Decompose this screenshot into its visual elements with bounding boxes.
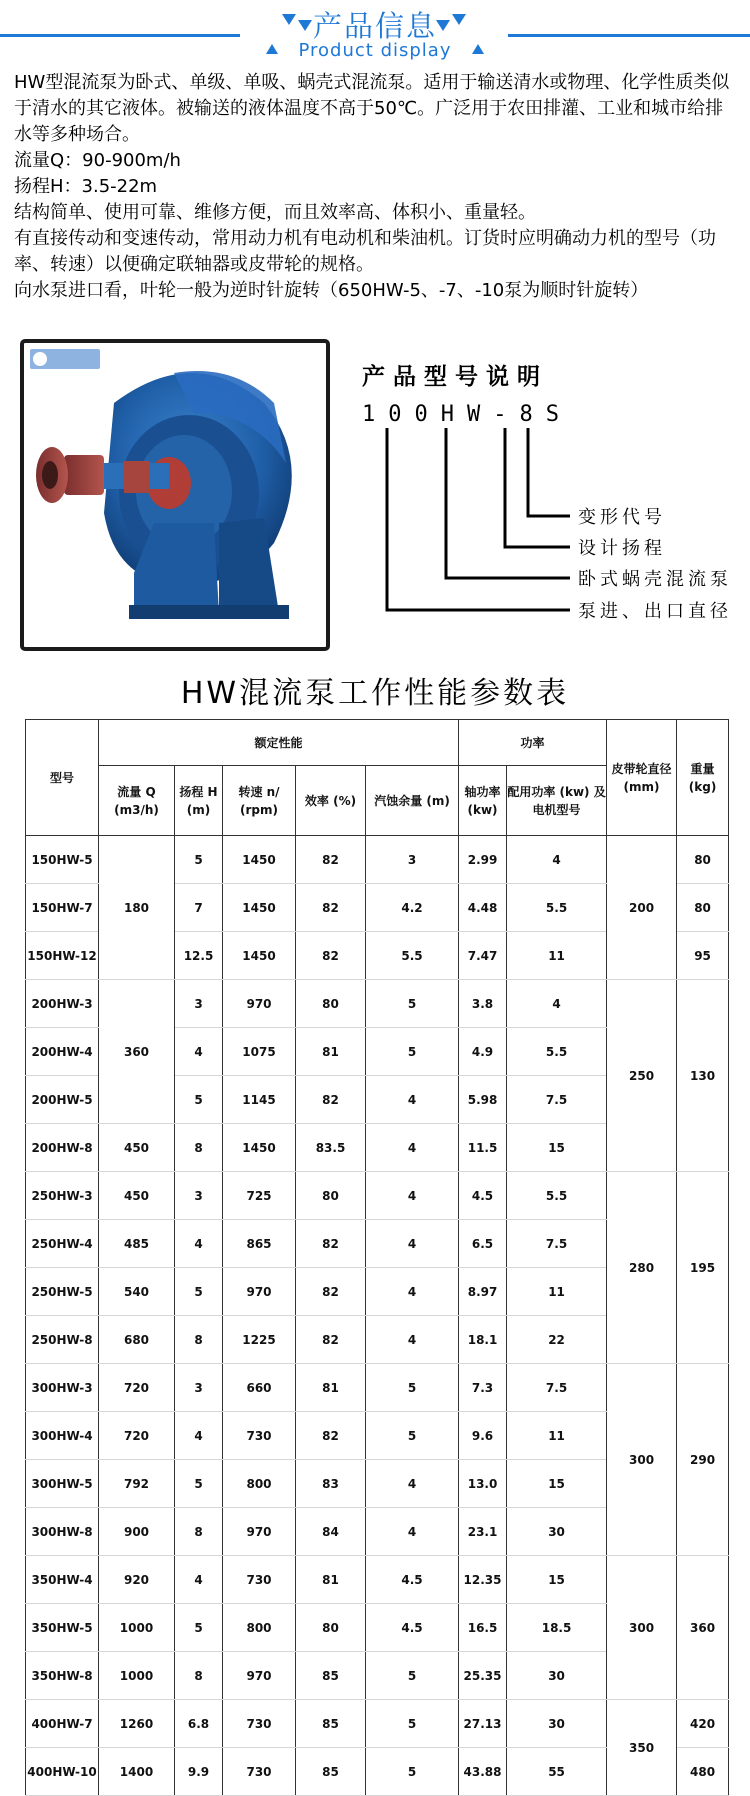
section-subtitle: Product display bbox=[298, 40, 452, 61]
cell-eff: 85 bbox=[296, 1748, 366, 1796]
cell-speed: 660 bbox=[223, 1364, 296, 1412]
header-motor: 配用功率 (kw) 及电机型号 bbox=[507, 766, 607, 836]
cell-npsh: 5.5 bbox=[366, 932, 459, 980]
cell-weight: 195 bbox=[677, 1172, 729, 1364]
header-npsh: 汽蚀余量 (m) bbox=[366, 766, 459, 836]
intro-paragraph: HW型混流泵为卧式、单级、单吸、蜗壳式混流泵。适用于输送清水或物理、化学性质类似于清水的其它液体。被输送的液体温度不高于50℃。广泛用于农田排灌、工业和城市给排水等多种场合。 bbox=[14, 72, 730, 145]
cell-model: 200HW-5 bbox=[26, 1076, 99, 1124]
cell-speed: 730 bbox=[223, 1412, 296, 1460]
cell-motor: 7.5 bbox=[507, 1364, 607, 1412]
cell-npsh: 4 bbox=[366, 1172, 459, 1220]
cell-speed: 1450 bbox=[223, 884, 296, 932]
cell-head: 4 bbox=[175, 1556, 223, 1604]
cell-eff: 85 bbox=[296, 1652, 366, 1700]
cell-npsh: 3 bbox=[366, 836, 459, 884]
cell-weight: 80 bbox=[677, 836, 729, 884]
cell-shaft: 4.5 bbox=[459, 1172, 507, 1220]
connector-line bbox=[446, 428, 570, 578]
cell-eff: 80 bbox=[296, 1604, 366, 1652]
cell-shaft: 25.35 bbox=[459, 1652, 507, 1700]
cell-motor: 5.5 bbox=[507, 1172, 607, 1220]
header-shaft: 轴功率 (kw) bbox=[459, 766, 507, 836]
cell-flow: 720 bbox=[99, 1412, 175, 1460]
header-power: 功率 bbox=[459, 720, 607, 766]
cell-head: 5 bbox=[175, 1268, 223, 1316]
table-row bbox=[26, 836, 729, 884]
cell-shaft: 6.5 bbox=[459, 1220, 507, 1268]
cell-eff: 82 bbox=[296, 884, 366, 932]
cell-npsh: 4.2 bbox=[366, 884, 459, 932]
intro-paragraph: 扬程H：3.5-22m bbox=[14, 176, 158, 197]
cell-flow: 920 bbox=[99, 1556, 175, 1604]
cell-pulley: 300 bbox=[607, 1364, 677, 1556]
cell-head: 3 bbox=[175, 1364, 223, 1412]
cell-weight: 290 bbox=[677, 1364, 729, 1556]
cell-motor: 5.5 bbox=[507, 1028, 607, 1076]
cell-motor: 30 bbox=[507, 1652, 607, 1700]
cell-shaft: 27.13 bbox=[459, 1700, 507, 1748]
cell-motor: 5.5 bbox=[507, 884, 607, 932]
cell-motor: 15 bbox=[507, 1460, 607, 1508]
cell-speed: 1075 bbox=[223, 1028, 296, 1076]
cell-npsh: 4 bbox=[366, 1316, 459, 1364]
cell-npsh: 4 bbox=[366, 1076, 459, 1124]
cell-shaft: 23.1 bbox=[459, 1508, 507, 1556]
cell-head: 5 bbox=[175, 836, 223, 884]
header-speed: 转速 n/ (rpm) bbox=[223, 766, 296, 836]
model-explain-title: 产品型号说明 bbox=[362, 364, 548, 390]
intro-paragraph: 有直接传动和变速传动，常用动力机有电动机和柴油机。订货时应明确动力机的型号（功率、转速）以便确定联轴器或皮带轮的规格。 bbox=[14, 228, 716, 275]
cell-npsh: 5 bbox=[366, 980, 459, 1028]
table-title: HW混流泵工作性能参数表 bbox=[180, 676, 570, 711]
cell-eff: 81 bbox=[296, 1028, 366, 1076]
cell-shaft: 5.98 bbox=[459, 1076, 507, 1124]
cell-npsh: 5 bbox=[366, 1748, 459, 1796]
cell-motor: 11 bbox=[507, 932, 607, 980]
cell-flow: 1000 bbox=[99, 1652, 175, 1700]
table-row bbox=[26, 1700, 729, 1748]
cell-model: 350HW-5 bbox=[26, 1604, 99, 1652]
cell-eff: 80 bbox=[296, 980, 366, 1028]
cell-weight: 480 bbox=[677, 1748, 729, 1796]
cell-pulley: 200 bbox=[607, 836, 677, 980]
cell-model: 250HW-5 bbox=[26, 1268, 99, 1316]
cell-head: 5 bbox=[175, 1604, 223, 1652]
connector-line bbox=[528, 428, 570, 516]
cell-shaft: 7.3 bbox=[459, 1364, 507, 1412]
cell-model: 250HW-3 bbox=[26, 1172, 99, 1220]
cell-head: 9.9 bbox=[175, 1748, 223, 1796]
cell-eff: 82 bbox=[296, 1076, 366, 1124]
cell-head: 8 bbox=[175, 1508, 223, 1556]
cell-motor: 30 bbox=[507, 1700, 607, 1748]
cell-eff: 80 bbox=[296, 1172, 366, 1220]
cell-pulley: 250 bbox=[607, 980, 677, 1172]
table-body bbox=[26, 836, 729, 1796]
cell-model: 300HW-8 bbox=[26, 1508, 99, 1556]
cell-npsh: 4 bbox=[366, 1268, 459, 1316]
cell-weight: 420 bbox=[677, 1700, 729, 1748]
cell-motor: 11 bbox=[507, 1412, 607, 1460]
cell-head: 4 bbox=[175, 1412, 223, 1460]
cell-npsh: 5 bbox=[366, 1364, 459, 1412]
cell-motor: 55 bbox=[507, 1748, 607, 1796]
cell-head: 4 bbox=[175, 1028, 223, 1076]
cell-eff: 85 bbox=[296, 1700, 366, 1748]
spec-table bbox=[25, 719, 729, 1796]
header-head: 扬程 H (m) bbox=[175, 766, 223, 836]
cell-head: 8 bbox=[175, 1124, 223, 1172]
intro-paragraph: 结构简单、使用可靠、维修方便，而且效率高、体积小、重量轻。 bbox=[14, 202, 536, 223]
cell-shaft: 11.5 bbox=[459, 1124, 507, 1172]
cell-speed: 970 bbox=[223, 1508, 296, 1556]
cell-eff: 82 bbox=[296, 932, 366, 980]
cell-npsh: 4 bbox=[366, 1220, 459, 1268]
cell-model: 200HW-3 bbox=[26, 980, 99, 1028]
cell-eff: 82 bbox=[296, 1268, 366, 1316]
cell-pulley: 280 bbox=[607, 1172, 677, 1364]
cell-weight: 80 bbox=[677, 884, 729, 932]
cell-speed: 730 bbox=[223, 1748, 296, 1796]
cell-pulley: 300 bbox=[607, 1556, 677, 1700]
cell-weight: 360 bbox=[677, 1556, 729, 1700]
cell-eff: 82 bbox=[296, 1220, 366, 1268]
cell-npsh: 4.5 bbox=[366, 1556, 459, 1604]
header-eff: 效率 (%) bbox=[296, 766, 366, 836]
intro-paragraph: 流量Q：90-900m/h bbox=[14, 150, 181, 171]
table-row bbox=[26, 1556, 729, 1604]
cell-model: 300HW-4 bbox=[26, 1412, 99, 1460]
cell-shaft: 16.5 bbox=[459, 1604, 507, 1652]
header-model: 型号 bbox=[26, 720, 99, 836]
cell-model: 250HW-8 bbox=[26, 1316, 99, 1364]
cell-motor: 7.5 bbox=[507, 1220, 607, 1268]
cell-shaft: 3.8 bbox=[459, 980, 507, 1028]
cell-eff: 82 bbox=[296, 1412, 366, 1460]
cell-speed: 970 bbox=[223, 1652, 296, 1700]
cell-model: 150HW-5 bbox=[26, 836, 99, 884]
cell-npsh: 5 bbox=[366, 1700, 459, 1748]
cell-speed: 970 bbox=[223, 980, 296, 1028]
cell-motor: 18.5 bbox=[507, 1604, 607, 1652]
cell-flow: 900 bbox=[99, 1508, 175, 1556]
cell-eff: 81 bbox=[296, 1364, 366, 1412]
cell-model: 300HW-5 bbox=[26, 1460, 99, 1508]
cell-flow: 1260 bbox=[99, 1700, 175, 1748]
cell-eff: 82 bbox=[296, 1316, 366, 1364]
cell-motor: 15 bbox=[507, 1556, 607, 1604]
cell-head: 5 bbox=[175, 1460, 223, 1508]
table-row bbox=[26, 980, 729, 1028]
cell-flow: 540 bbox=[99, 1268, 175, 1316]
cell-npsh: 5 bbox=[366, 1028, 459, 1076]
cell-npsh: 5 bbox=[366, 1652, 459, 1700]
cell-npsh: 4 bbox=[366, 1508, 459, 1556]
cell-speed: 730 bbox=[223, 1700, 296, 1748]
cell-flow: 720 bbox=[99, 1364, 175, 1412]
section-title: 产品信息 bbox=[312, 9, 437, 43]
header-weight: 重量(kg) bbox=[677, 720, 729, 836]
cell-head: 8 bbox=[175, 1652, 223, 1700]
model-label: 卧式蜗壳混流泵 bbox=[578, 569, 732, 590]
cell-motor: 15 bbox=[507, 1124, 607, 1172]
cell-eff: 84 bbox=[296, 1508, 366, 1556]
cell-model: 150HW-12 bbox=[26, 932, 99, 980]
cell-speed: 800 bbox=[223, 1604, 296, 1652]
model-label: 设计扬程 bbox=[578, 538, 666, 559]
cell-eff: 83.5 bbox=[296, 1124, 366, 1172]
cell-head: 7 bbox=[175, 884, 223, 932]
cell-shaft: 4.9 bbox=[459, 1028, 507, 1076]
cell-model: 350HW-8 bbox=[26, 1652, 99, 1700]
cell-flow: 1400 bbox=[99, 1748, 175, 1796]
connector-line bbox=[387, 428, 570, 610]
model-label: 泵进、出口直径 bbox=[578, 601, 732, 622]
cell-model: 150HW-7 bbox=[26, 884, 99, 932]
cell-flow: 485 bbox=[99, 1220, 175, 1268]
cell-npsh: 4 bbox=[366, 1460, 459, 1508]
cell-speed: 1450 bbox=[223, 932, 296, 980]
cell-speed: 1450 bbox=[223, 836, 296, 884]
cell-shaft: 13.0 bbox=[459, 1460, 507, 1508]
cell-flow: 680 bbox=[99, 1316, 175, 1364]
cell-speed: 800 bbox=[223, 1460, 296, 1508]
cell-model: 300HW-3 bbox=[26, 1364, 99, 1412]
cell-flow: 1000 bbox=[99, 1604, 175, 1652]
cell-shaft: 8.97 bbox=[459, 1268, 507, 1316]
cell-motor: 11 bbox=[507, 1268, 607, 1316]
cell-model: 250HW-4 bbox=[26, 1220, 99, 1268]
cell-head: 4 bbox=[175, 1220, 223, 1268]
cell-shaft: 4.48 bbox=[459, 884, 507, 932]
table-row bbox=[26, 1364, 729, 1412]
cell-shaft: 9.6 bbox=[459, 1412, 507, 1460]
cell-model: 200HW-4 bbox=[26, 1028, 99, 1076]
cell-head: 8 bbox=[175, 1316, 223, 1364]
connector-line bbox=[505, 428, 570, 547]
cell-model: 350HW-4 bbox=[26, 1556, 99, 1604]
cell-speed: 725 bbox=[223, 1172, 296, 1220]
cell-head: 3 bbox=[175, 1172, 223, 1220]
cell-npsh: 4 bbox=[366, 1124, 459, 1172]
cell-head: 6.8 bbox=[175, 1700, 223, 1748]
cell-motor: 4 bbox=[507, 980, 607, 1028]
cell-head: 3 bbox=[175, 980, 223, 1028]
cell-pulley: 350 bbox=[607, 1700, 677, 1796]
cell-shaft: 12.35 bbox=[459, 1556, 507, 1604]
cell-flow: 360 bbox=[99, 980, 175, 1124]
cell-model: 400HW-10 bbox=[26, 1748, 99, 1796]
cell-flow: 792 bbox=[99, 1460, 175, 1508]
cell-speed: 1145 bbox=[223, 1076, 296, 1124]
cell-motor: 7.5 bbox=[507, 1076, 607, 1124]
cell-model: 200HW-8 bbox=[26, 1124, 99, 1172]
cell-speed: 1225 bbox=[223, 1316, 296, 1364]
cell-motor: 4 bbox=[507, 836, 607, 884]
cell-head: 12.5 bbox=[175, 932, 223, 980]
model-label: 变形代号 bbox=[578, 507, 666, 528]
header-pulley: 皮带轮直径(mm) bbox=[607, 720, 677, 836]
cell-speed: 970 bbox=[223, 1268, 296, 1316]
cell-motor: 22 bbox=[507, 1316, 607, 1364]
cell-shaft: 43.88 bbox=[459, 1748, 507, 1796]
cell-speed: 730 bbox=[223, 1556, 296, 1604]
model-code: 100HW-8S bbox=[362, 402, 572, 427]
cell-flow: 180 bbox=[99, 836, 175, 980]
cell-shaft: 2.99 bbox=[459, 836, 507, 884]
cell-eff: 82 bbox=[296, 836, 366, 884]
cell-npsh: 4.5 bbox=[366, 1604, 459, 1652]
header-rated: 额定性能 bbox=[99, 720, 459, 766]
cell-eff: 83 bbox=[296, 1460, 366, 1508]
intro-paragraph: 向水泵进口看，叶轮一般为逆时针旋转（650HW-5、-7、-10泵为顺时针旋转） bbox=[14, 280, 649, 301]
cell-weight: 130 bbox=[677, 980, 729, 1172]
table-row bbox=[26, 1172, 729, 1220]
cell-eff: 81 bbox=[296, 1556, 366, 1604]
cell-npsh: 5 bbox=[366, 1412, 459, 1460]
cell-motor: 30 bbox=[507, 1508, 607, 1556]
cell-speed: 865 bbox=[223, 1220, 296, 1268]
header-flow: 流量 Q (m3/h) bbox=[99, 766, 175, 836]
cell-head: 5 bbox=[175, 1076, 223, 1124]
cell-flow: 450 bbox=[99, 1172, 175, 1220]
cell-shaft: 18.1 bbox=[459, 1316, 507, 1364]
cell-weight: 95 bbox=[677, 932, 729, 980]
cell-speed: 1450 bbox=[223, 1124, 296, 1172]
cell-model: 400HW-7 bbox=[26, 1700, 99, 1748]
cell-shaft: 7.47 bbox=[459, 932, 507, 980]
cell-flow: 450 bbox=[99, 1124, 175, 1172]
